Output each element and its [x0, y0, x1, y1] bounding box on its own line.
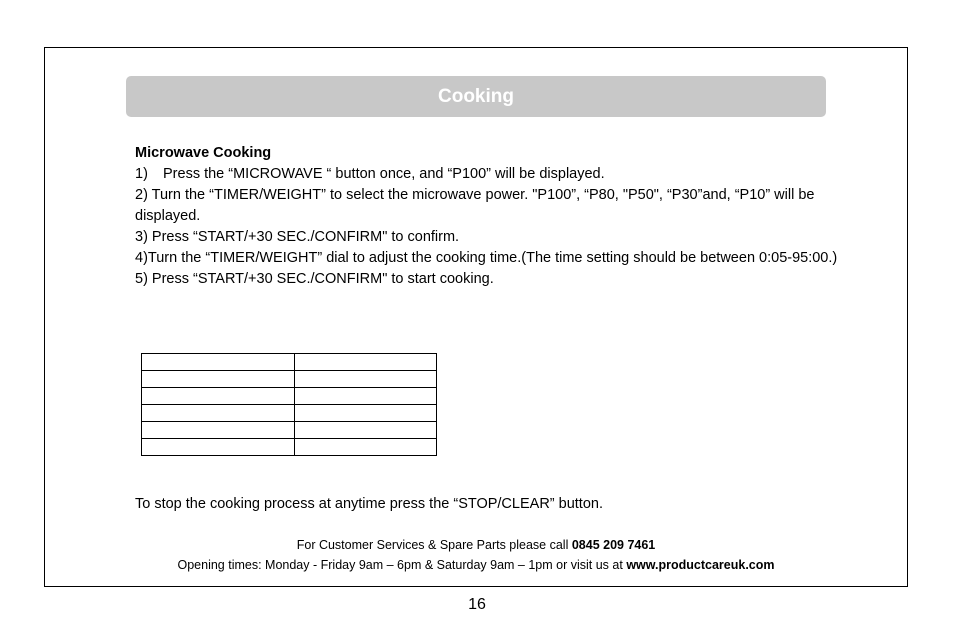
table-row [142, 371, 437, 388]
table-cell [142, 388, 295, 405]
instructions [135, 143, 880, 290]
step-1-number: 1) [135, 166, 148, 182]
table-cell [295, 439, 437, 456]
footer-service-line [44, 537, 908, 554]
table-cell [142, 354, 295, 371]
table-cell [295, 388, 437, 405]
table-cell [142, 405, 295, 422]
section-heading: Microwave Cooking [135, 145, 272, 161]
footer-phone: 0845 209 7461 [571, 538, 656, 552]
table-row [142, 354, 437, 371]
page-number: 16 [468, 596, 486, 613]
table-row [142, 388, 437, 405]
footer-hours-text: Opening times: Monday - Friday 9am – 6pm & Saturday 9am – 1pm or visit us at [177, 558, 627, 572]
step-4: 4)Turn the “TIMER/WEIGHT” dial to adjust the cooking time.(The time setting should be between 0:05-95:00.) [135, 250, 838, 266]
table-cell [295, 422, 437, 439]
footer-service-text: For Customer Services & Spare Parts please call [296, 538, 572, 552]
table-row [142, 405, 437, 422]
step-1-text: Press the “MICROWAVE “ button once, and “P100” will be displayed. [163, 166, 605, 182]
table-row [142, 439, 437, 456]
power-level-table [141, 353, 437, 456]
table-row [142, 422, 437, 439]
footer-website-link[interactable]: www.productcareuk.com [626, 558, 775, 572]
step-1 [135, 164, 880, 185]
banner-title: Cooking [438, 85, 514, 107]
step-5: 5) Press “START/+30 SEC./CONFIRM" to start cooking. [135, 271, 494, 287]
stop-instruction: To stop the cooking process at anytime press the “STOP/CLEAR” button. [135, 496, 603, 512]
footer-hours-line [44, 557, 908, 574]
table-cell [142, 439, 295, 456]
table-cell [295, 354, 437, 371]
table-cell [142, 422, 295, 439]
table-cell [295, 371, 437, 388]
section-banner [126, 76, 826, 117]
table-cell [295, 405, 437, 422]
step-2: 2) Turn the “TIMER/WEIGHT” to select the microwave power. "P100”, “P80, "P50", “P30”and, “P10” will be displayed. [135, 187, 815, 224]
step-3: 3) Press “START/+30 SEC./CONFIRM" to confirm. [135, 229, 460, 245]
table-cell [142, 371, 295, 388]
